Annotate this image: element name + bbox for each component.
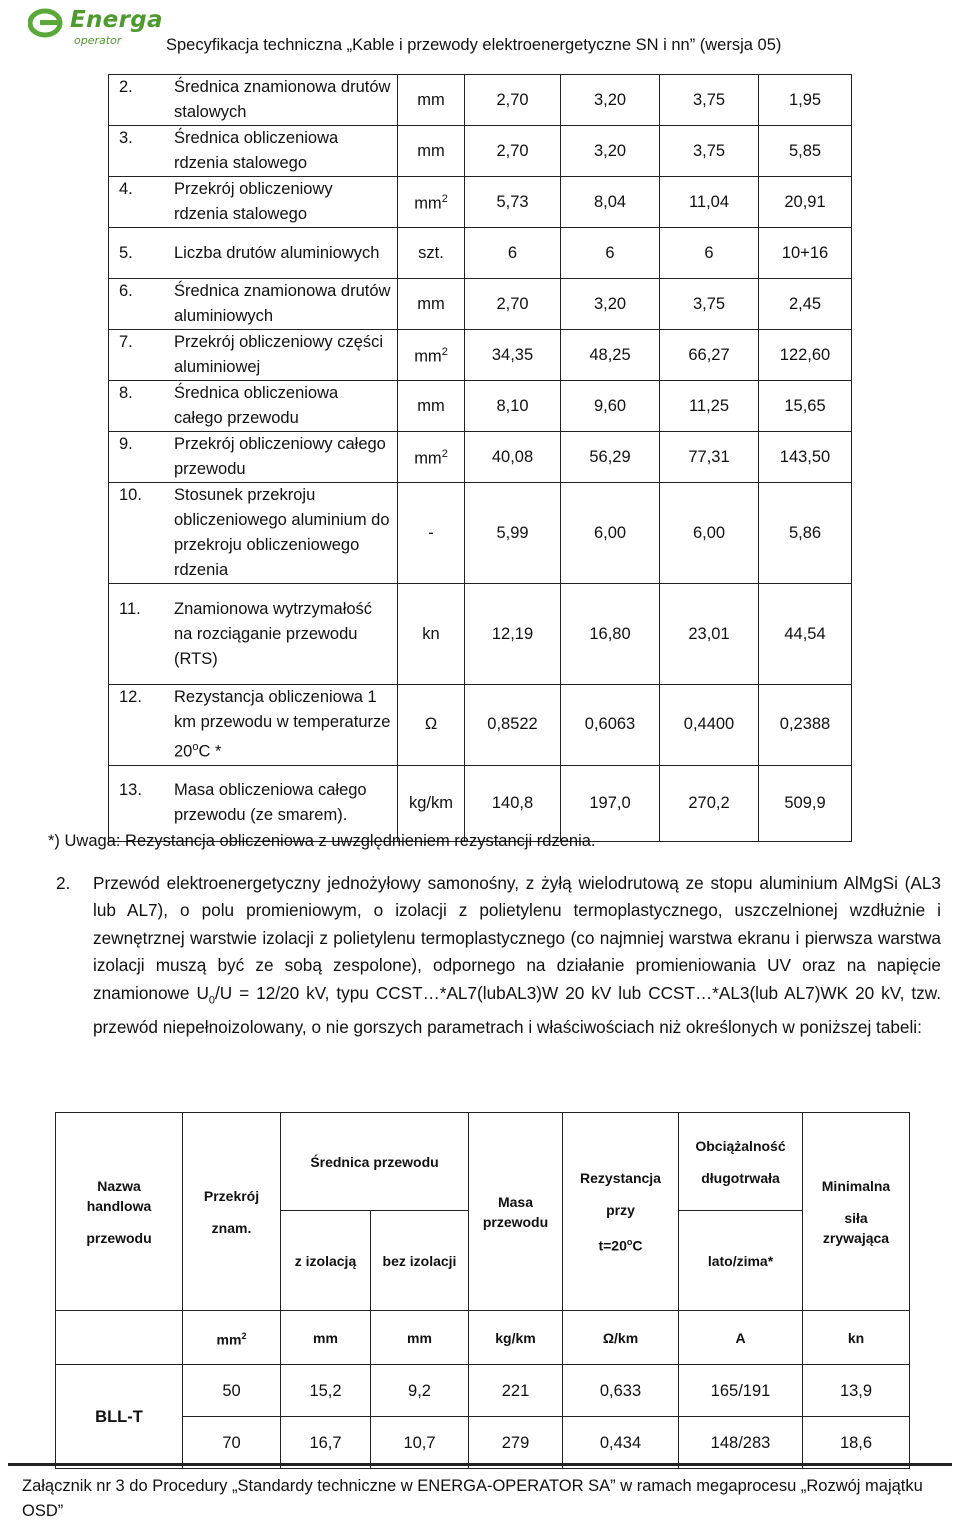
row-value: 2,70: [465, 279, 561, 330]
row-label: Rezystancja obliczeniowa 1 km przewodu w temperaturze 20$^o$C *: [174, 688, 391, 761]
cell: 70: [183, 1417, 281, 1469]
row-unit: mm: [398, 75, 465, 126]
row-value: 197,0: [561, 765, 660, 841]
table-row: [56, 1365, 910, 1417]
footer-text: Załącznik nr 3 do Procedury „Standardy techniczne w ENERGA-OPERATOR SA” w ramach megaprocesu „Rozwój majątku OSD”: [22, 1477, 923, 1520]
row-value: 6,00: [561, 483, 660, 584]
header-mass: Masa przewodu: [469, 1113, 563, 1311]
cell: 148/283: [679, 1417, 803, 1469]
row-value: 44,54: [759, 584, 852, 685]
cell: 221: [469, 1365, 563, 1417]
row-unit: $mm^2$: [398, 177, 465, 228]
row-label: Przekrój obliczeniowy części aluminiowej: [174, 333, 384, 376]
row-value: 270,2: [660, 765, 759, 841]
unit-with-insulation: mm: [281, 1311, 371, 1365]
row-number: 12.: [119, 688, 142, 706]
row-value: 3,75: [660, 75, 759, 126]
row-value: 3,20: [561, 126, 660, 177]
row-value: 40,08: [465, 432, 561, 483]
row-label: Przekrój obliczeniowy rdzenia stalowego: [174, 180, 333, 223]
row-value: 6,00: [660, 483, 759, 584]
cell: 9,2: [371, 1365, 469, 1417]
table-row: [109, 75, 852, 126]
row-value: 10+16: [759, 228, 852, 279]
unit-load: A: [679, 1311, 803, 1365]
row-value: 0,6063: [561, 685, 660, 766]
cell: 15,2: [281, 1365, 371, 1417]
table-row: [109, 685, 852, 766]
cable-name: BLL-T: [56, 1365, 183, 1469]
row-value: 9,60: [561, 381, 660, 432]
row-unit: mm: [398, 381, 465, 432]
row-value: 8,04: [561, 177, 660, 228]
section-2-paragraph: [56, 870, 941, 1042]
units-row: [56, 1311, 910, 1365]
row-value: 16,80: [561, 584, 660, 685]
row-value: 2,70: [465, 75, 561, 126]
row-unit: szt.: [398, 228, 465, 279]
cable-parameters-table: [108, 74, 852, 842]
row-value: 12,19: [465, 584, 561, 685]
unit-without-insulation: mm: [371, 1311, 469, 1365]
header-with-insulation: z izolacją: [281, 1211, 371, 1311]
row-value: 509,9: [759, 765, 852, 841]
row-number: 3.: [119, 129, 133, 147]
unit-force: kn: [803, 1311, 910, 1365]
logo-word: Energa: [70, 7, 163, 33]
table-row: [109, 330, 852, 381]
cell: 165/191: [679, 1365, 803, 1417]
row-unit: mm: [398, 279, 465, 330]
energa-logo-icon: [28, 8, 66, 38]
row-unit: -: [398, 483, 465, 584]
row-value: 2,70: [465, 126, 561, 177]
row-label: Stosunek przekroju obliczeniowego aluminium do przekroju obliczeniowego rdzenia: [174, 486, 390, 579]
row-value: 2,45: [759, 279, 852, 330]
row-value: 140,8: [465, 765, 561, 841]
spec-title: Specyfikacja techniczna „Kable i przewody elektroenergetyczne SN i nn” (wersja 05): [166, 36, 782, 54]
header-section: Przekrój znam.: [183, 1113, 281, 1311]
cell: 279: [469, 1417, 563, 1469]
table-row: [109, 765, 852, 841]
row-value: 34,35: [465, 330, 561, 381]
row-value: 11,04: [660, 177, 759, 228]
table-row: [109, 381, 852, 432]
row-unit: $mm^2$: [398, 432, 465, 483]
row-label: Znamionowa wytrzymałość na rozciąganie przewodu (RTS): [174, 599, 373, 668]
row-number: 8.: [119, 384, 133, 402]
row-unit: kg/km: [398, 765, 465, 841]
row-value: 6: [660, 228, 759, 279]
table-row: [109, 432, 852, 483]
header-diameter: Średnica przewodu: [281, 1113, 469, 1211]
cell: 16,7: [281, 1417, 371, 1469]
header-force: Minimalna siła zrywająca: [803, 1113, 910, 1311]
cell: 0,434: [563, 1417, 679, 1469]
row-value: 77,31: [660, 432, 759, 483]
cell: 50: [183, 1365, 281, 1417]
row-value: 5,73: [465, 177, 561, 228]
row-value: 5,85: [759, 126, 852, 177]
row-value: 66,27: [660, 330, 759, 381]
row-label: Liczba drutów aluminiowych: [174, 243, 380, 262]
row-value: 11,25: [660, 381, 759, 432]
table-row: [109, 279, 852, 330]
row-value: 3,20: [561, 75, 660, 126]
row-value: 3,20: [561, 279, 660, 330]
row-unit: Ω: [398, 685, 465, 766]
row-label: Średnica znamionowa drutów stalowych: [174, 78, 391, 121]
row-value: 5,99: [465, 483, 561, 584]
header-load-sub: lato/zima*: [679, 1211, 803, 1311]
row-unit: mm: [398, 126, 465, 177]
row-number: 11.: [119, 599, 141, 618]
row-value: 56,29: [561, 432, 660, 483]
cell: 0,633: [563, 1365, 679, 1417]
row-number: 10.: [119, 486, 142, 504]
row-unit: $mm^2$: [398, 330, 465, 381]
table-row: [109, 483, 852, 584]
row-value: 5,86: [759, 483, 852, 584]
resistance-note: *) Uwaga: Rezystancja obliczeniowa z uwzględnieniem rezystancji rdzenia.: [48, 832, 596, 850]
header-load: Obciążalność długotrwała: [679, 1113, 803, 1211]
unit-mass: kg/km: [469, 1311, 563, 1365]
row-value: 143,50: [759, 432, 852, 483]
table-row: [109, 228, 852, 279]
cell: 13,9: [803, 1365, 910, 1417]
footer-divider: [8, 1463, 952, 1466]
header-without-insulation: bez izolacji: [371, 1211, 469, 1311]
unit-section: $mm^2$: [183, 1311, 281, 1365]
cell: 10,7: [371, 1417, 469, 1469]
row-number: 2.: [119, 78, 133, 96]
section-number: 2.: [56, 873, 71, 893]
table-row: [109, 126, 852, 177]
row-label: Średnica znamionowa drutów aluminiowych: [174, 282, 391, 325]
row-number: 4.: [119, 180, 133, 198]
row-number: 9.: [119, 435, 133, 453]
row-value: 20,91: [759, 177, 852, 228]
row-number: 5.: [119, 243, 133, 262]
row-value: 3,75: [660, 279, 759, 330]
row-label: Średnica obliczeniowa całego przewodu: [174, 384, 339, 427]
row-value: 0,2388: [759, 685, 852, 766]
row-value: 6: [465, 228, 561, 279]
row-value: 23,01: [660, 584, 759, 685]
paragraph-text: Przewód elektroenergetyczny jednożyłowy samonośny, z żyłą wielodrutową ze stopu aluminium AlMgSi (AL3 lub AL7), o polu promieniowym, o izolacji z polietylenu termoplastycznego, uszczelnionej wzdłużnie i zewnętrznej warstwie izolacji z polietylenu termoplastycznego (co najmniej warstwa ekranu i pierwsza warstwa izolacji muszą być ze sobą zespolone), odpornego na działanie promieniowania UV oraz na napięcie znamionowe $U_0/U = 12/20$ kV, typu CCST…*AL7(lubAL3)W 20 kV lub CCST…*AL3(lub AL7)WK 20 kV, tzw. przewód niepełnoizolowany, o nie gorszych parametrach i właściwościach niż określonych w poniższej tabeli:: [93, 873, 941, 1038]
row-value: 3,75: [660, 126, 759, 177]
table-row: [109, 584, 852, 685]
unit-resistance: Ω/km: [563, 1311, 679, 1365]
row-value: 15,65: [759, 381, 852, 432]
cell: 18,6: [803, 1417, 910, 1469]
row-number: 6.: [119, 282, 133, 300]
row-number: 7.: [119, 333, 133, 351]
row-value: 48,25: [561, 330, 660, 381]
header-resistance: Rezystancja przy $t=20^oC$: [563, 1113, 679, 1311]
logo-sub: operator: [74, 34, 122, 47]
row-unit: kn: [398, 584, 465, 685]
row-label: Masa obliczeniowa całego przewodu (ze smarem).: [174, 781, 367, 824]
row-value: 122,60: [759, 330, 852, 381]
row-value: 8,10: [465, 381, 561, 432]
table-row: [56, 1417, 910, 1469]
row-value: 0,4400: [660, 685, 759, 766]
table-row: [109, 177, 852, 228]
row-value: 1,95: [759, 75, 852, 126]
header-name: Nazwa handlowa przewodu: [56, 1113, 183, 1311]
energa-logo: [28, 6, 178, 46]
row-label: Przekrój obliczeniowy całego przewodu: [174, 435, 386, 478]
row-value: 0,8522: [465, 685, 561, 766]
row-number: 13.: [119, 781, 142, 799]
bll-t-table: [55, 1112, 910, 1469]
row-label: Średnica obliczeniowa rdzenia stalowego: [174, 129, 339, 172]
row-value: 6: [561, 228, 660, 279]
